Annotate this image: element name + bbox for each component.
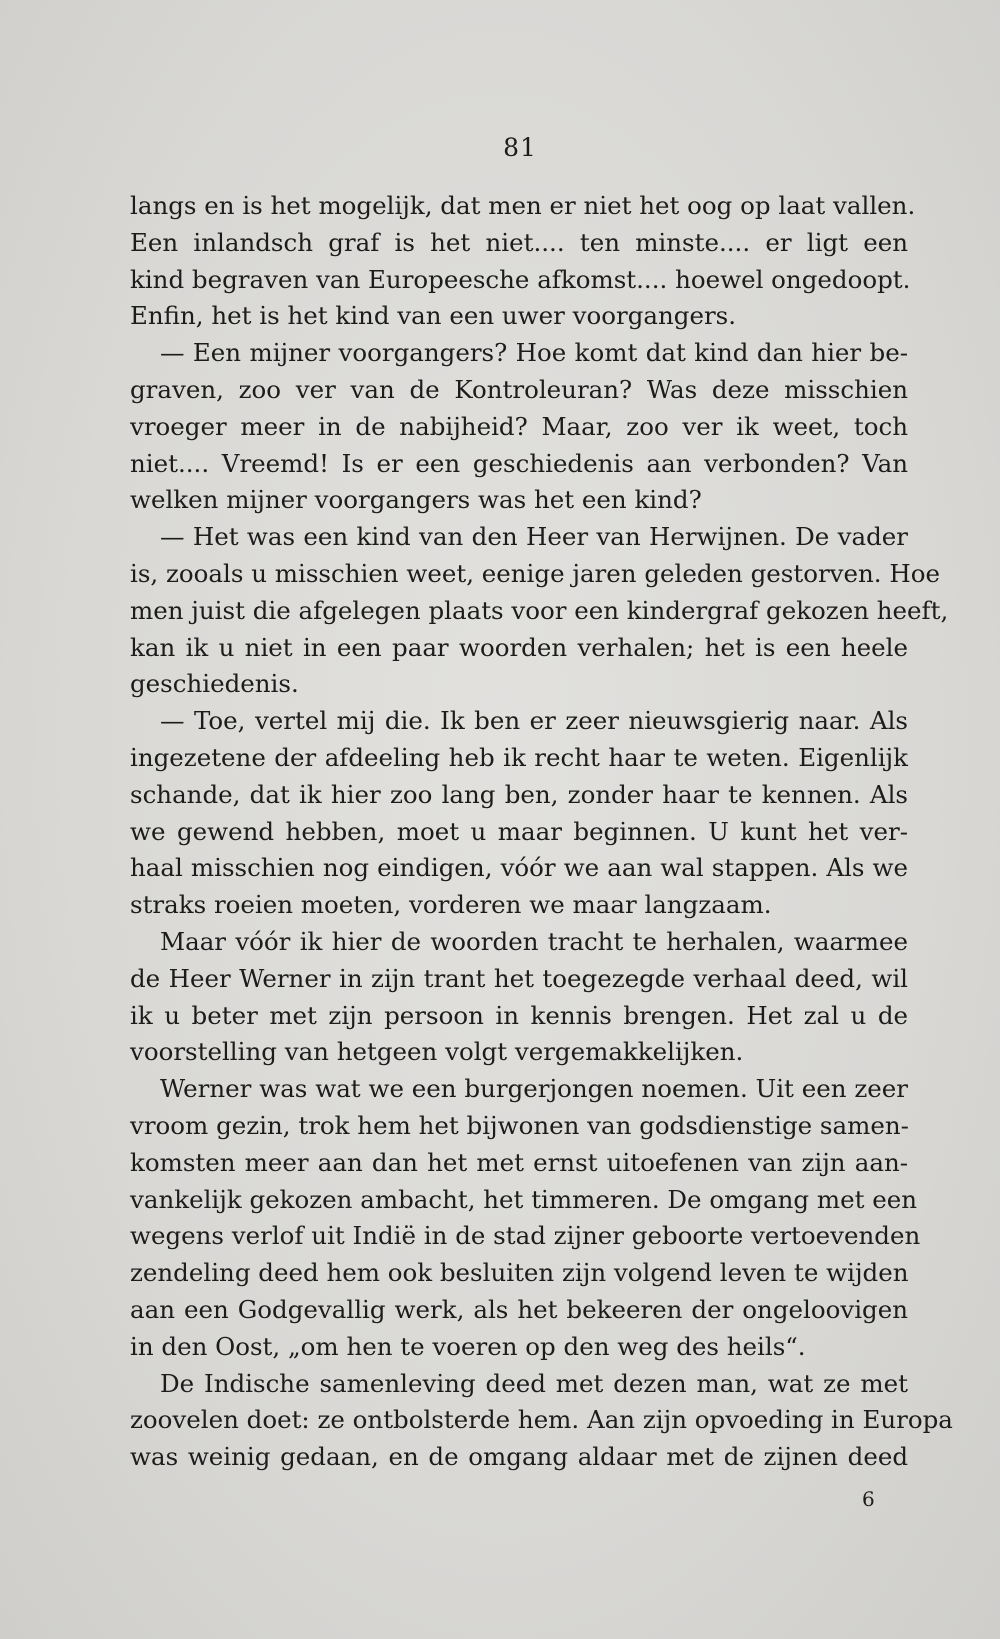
text-line: De Indische samenleving deed met dezen man, wat ze met — [160, 1368, 908, 1398]
text-line: Enfin, het is het kind van een uwer voorgangers. — [130, 301, 737, 331]
text-line: schande, dat ik hier zoo lang ben, zonder haar te kennen. Als — [130, 779, 908, 809]
text-line: komsten meer aan dan het met ernst uitoefenen van zijn aan- — [130, 1147, 908, 1177]
text-line: geschiedenis. — [130, 669, 299, 699]
text-line: wegens verlof uit Indië in de stad zijner geboorte vertoevenden — [130, 1221, 921, 1251]
text-line: zoovelen doet: ze ontbolsterde hem. Aan zijn opvoeding in Europa — [130, 1405, 953, 1435]
text-line: Een inlandsch graf is het niet.... ten minste.... er ligt een — [130, 227, 908, 257]
signature-mark: 6 — [862, 1487, 875, 1511]
text-line: zendeling deed hem ook besluiten zijn volgend leven te wijden — [130, 1258, 909, 1288]
text-line: Maar vóór ik hier de woorden tracht te herhalen, waarmee — [160, 926, 908, 956]
page-number: 81 — [503, 133, 537, 162]
text-line: straks roeien moeten, vorderen we maar langzaam. — [130, 890, 772, 920]
text-line: — Een mijner voorgangers? Hoe komt dat kind dan hier be- — [160, 338, 908, 368]
text-line: was weinig gedaan, en de omgang aldaar met de zijnen deed — [130, 1442, 908, 1472]
text-line: — Het was een kind van den Heer van Herwijnen. De vader — [160, 522, 908, 552]
text-line: langs en is het mogelijk, dat men er niet het oog op laat vallen. — [130, 191, 916, 220]
text-line: kind begraven van Europeesche afkomst.... hoewel ongedoopt. — [130, 264, 911, 294]
text-line: ingezetene der afdeeling heb ik recht haar te weten. Eigenlijk — [130, 742, 908, 772]
text-line: vankelijk gekozen ambacht, het timmeren. De omgang met een — [130, 1184, 917, 1214]
text-line: niet.... Vreemd! Is er een geschiedenis aan verbonden? Van — [130, 448, 908, 478]
text-line: welken mijner voorgangers was het een kind? — [130, 485, 702, 515]
text-line: de Heer Werner in zijn trant het toegezegde verhaal deed, wil — [130, 963, 908, 993]
text-line: aan een Godgevallig werk, als het bekeeren der ongeloovigen — [130, 1294, 908, 1324]
text-line: vroeger meer in de nabijheid? Maar, zoo ver ik weet, toch — [130, 411, 908, 441]
text-line: in den Oost, „om hen te voeren op den weg des heils“. — [130, 1331, 806, 1361]
text-line: vroom gezin, trok hem het bijwonen van godsdienstige samen- — [130, 1110, 909, 1140]
text-line: graven, zoo ver van de Kontroleuran? Was deze misschien — [130, 374, 908, 404]
body-text — [130, 188, 953, 1476]
text-line: ik u beter met zijn persoon in kennis brengen. Het zal u de — [130, 1000, 908, 1030]
text-line: — Toe, vertel mij die. Ik ben er zeer nieuwsgierig naar. Als — [160, 706, 908, 736]
text-line: Werner was wat we een burgerjongen noemen. Uit een zeer — [160, 1074, 908, 1104]
text-line: haal misschien nog eindigen, vóór we aan wal stappen. Als we — [130, 853, 908, 883]
text-line: men juist die afgelegen plaats voor een kindergraf gekozen heeft, — [130, 595, 949, 625]
text-line: kan ik u niet in een paar woorden verhalen; het is een heele — [130, 632, 908, 662]
text-line: we gewend hebben, moet u maar beginnen. U kunt het ver- — [130, 816, 908, 846]
text-line: voorstelling van hetgeen volgt vergemakkelijken. — [130, 1037, 744, 1067]
text-line: is, zooals u misschien weet, eenige jaren geleden gestorven. Hoe — [130, 558, 940, 588]
